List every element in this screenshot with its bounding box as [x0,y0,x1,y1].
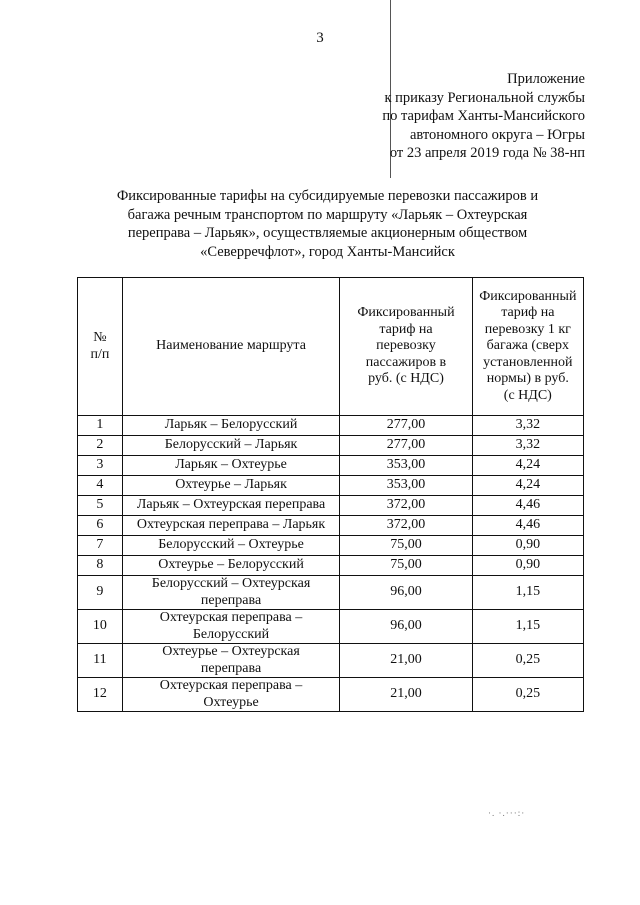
header-route: Наименование маршрута [122,278,340,416]
baggage-tariff: 3,32 [472,416,583,436]
route-name [122,536,340,556]
route-name [122,576,340,610]
route-line: Охтеурье – Охтеурская [162,644,300,659]
route-line: Ларьяк – Охтеурская переправа [136,497,326,513]
route-line: Охтеурье – Белорусский [158,557,304,573]
baggage-tariff: 0,25 [472,678,583,712]
table-row [78,416,584,436]
header-baggage-line: Фиксированный [479,288,577,304]
header-baggage-line: тариф на [501,305,555,321]
passenger-tariff: 96,00 [340,576,472,610]
row-number: 12 [78,678,123,712]
tariff-table [77,277,584,712]
header-passenger-line: перевозку [376,338,436,354]
route-line: Охтеурская переправа – [159,678,303,693]
table-row [78,644,584,678]
table-row [78,556,584,576]
row-number: 2 [78,436,123,456]
route-line: Ларьяк – Белорусский [164,417,298,433]
route-name [122,516,340,536]
table-row [78,678,584,712]
header-number-line: п/п [90,346,110,362]
header-baggage-line: перевозку 1 кг [484,321,571,337]
title-line: переправа – Ларьяк», осуществляемые акционерным обществом [127,225,528,241]
appendix-block [382,70,585,163]
header-passenger-line: пассажиров в [365,354,447,370]
row-number: 3 [78,456,123,476]
passenger-tariff: 277,00 [340,416,472,436]
baggage-tariff: 4,46 [472,516,583,536]
route-line: Белорусский [192,626,270,642]
route-name [122,476,340,496]
route-line: переправа [200,660,262,676]
table-row [78,456,584,476]
passenger-tariff: 75,00 [340,556,472,576]
header-passenger-line: тариф на [379,321,433,337]
route-name [122,644,340,678]
route-name [122,678,340,712]
route-line: Охтеурье – Ларьяк [175,477,287,493]
row-number: 9 [78,576,123,610]
header-baggage-line: установленной [483,354,573,370]
route-line: Ларьяк – Охтеурье [175,457,287,473]
row-number: 7 [78,536,123,556]
header-passenger-line: Фиксированный [357,305,455,321]
route-line: Белорусский – Ларьяк [164,437,298,453]
baggage-tariff: 4,46 [472,496,583,516]
baggage-tariff: 0,90 [472,536,583,556]
baggage-tariff: 1,15 [472,610,583,644]
passenger-tariff: 75,00 [340,536,472,556]
table-row [78,476,584,496]
row-number: 5 [78,496,123,516]
table-row [78,536,584,556]
route-name [122,436,340,456]
appendix-line: по тарифам Ханты-Мансийского [382,108,585,124]
row-number: 10 [78,610,123,644]
baggage-tariff: 3,32 [472,436,583,456]
header-baggage-tariff [472,278,583,416]
table-row [78,576,584,610]
table-body [78,416,584,712]
passenger-tariff: 372,00 [340,516,472,536]
title-line: багажа речным транспортом по маршруту «Ларьяк – Охтеурская [127,206,528,223]
table-row [78,436,584,456]
baggage-tariff: 1,15 [472,576,583,610]
table-row [78,496,584,516]
route-line: Белорусский – Охтеурье [158,537,304,553]
passenger-tariff: 21,00 [340,678,472,712]
route-line: Охтеурье [203,694,259,710]
row-number: 6 [78,516,123,536]
appendix-line: от 23 апреля 2019 года № 38-нп [389,145,585,161]
route-line: Охтеурская переправа – [159,610,303,625]
passenger-tariff: 372,00 [340,496,472,516]
scan-smudge: ·. ·.···:· [488,808,526,818]
passenger-tariff: 353,00 [340,456,472,476]
route-name [122,610,340,644]
header-number [78,278,123,416]
route-line: переправа [200,592,262,608]
appendix-line: Приложение [507,71,585,87]
title-line: Фиксированные тарифы на субсидируемые перевозки пассажиров и [116,188,539,204]
route-name [122,416,340,436]
header-baggage-line: багажа (сверх [486,338,569,354]
passenger-tariff: 353,00 [340,476,472,496]
appendix-line: к приказу Региональной службы [384,89,585,106]
row-number: 8 [78,556,123,576]
baggage-tariff: 0,25 [472,644,583,678]
passenger-tariff: 96,00 [340,610,472,644]
appendix-line: автономного округа – Югры [409,126,585,143]
route-name [122,456,340,476]
passenger-tariff: 277,00 [340,436,472,456]
route-line: Охтеурская переправа – Ларьяк [136,517,326,533]
document-title [110,187,545,261]
passenger-tariff: 21,00 [340,644,472,678]
page-number: 3 [316,30,324,46]
header-passenger-line: руб. (с НДС) [368,371,444,387]
route-line: Белорусский – Охтеурская [151,576,311,591]
title-line: «Северречфлот», город Ханты-Мансийск [200,243,455,260]
baggage-tariff: 0,90 [472,556,583,576]
row-number: 4 [78,476,123,496]
route-name [122,496,340,516]
header-passenger-tariff [340,278,472,416]
table-row [78,516,584,536]
baggage-tariff: 4,24 [472,456,583,476]
table-row [78,610,584,644]
route-name [122,556,340,576]
baggage-tariff: 4,24 [472,476,583,496]
table-header-row [78,278,584,416]
header-number-line: № [93,330,107,345]
row-number: 1 [78,416,123,436]
row-number: 11 [78,644,123,678]
header-baggage-line: нормы) в руб. [486,371,569,387]
header-baggage-line: (с НДС) [503,387,552,403]
